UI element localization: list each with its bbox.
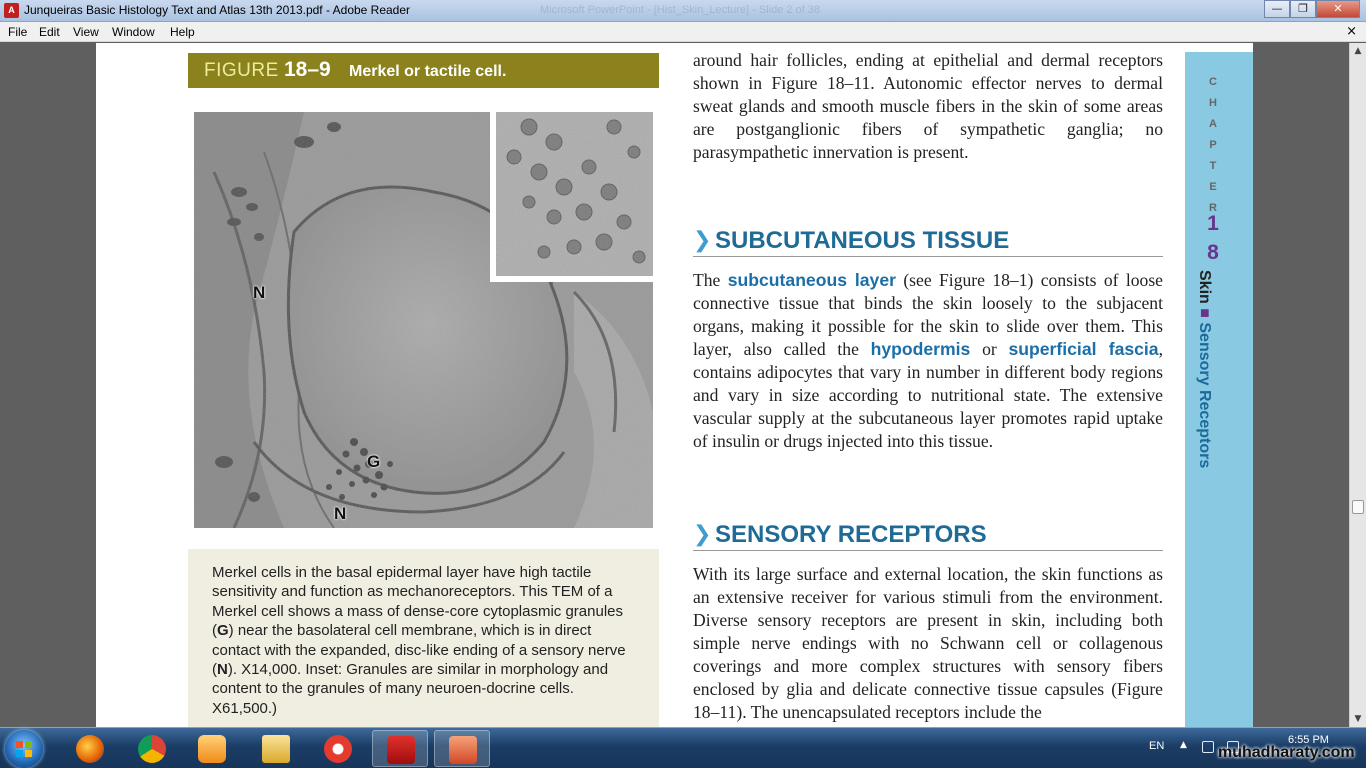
vertical-scrollbar[interactable] (1349, 43, 1366, 727)
taskbar-media-player[interactable] (184, 730, 240, 767)
language-indicator[interactable]: EN (1149, 740, 1165, 752)
section-title: SUBCUTANEOUS TISSUE (715, 227, 1010, 254)
pdf-page (96, 43, 1253, 727)
clock-time[interactable]: 6:55 PM (1288, 734, 1329, 746)
menu-file[interactable]: File (8, 25, 28, 39)
menu-help[interactable]: Help (170, 25, 195, 39)
close-document-button[interactable]: × (1346, 24, 1357, 39)
chapter-letter: C (1209, 76, 1217, 88)
taskbar-recorder[interactable] (310, 730, 366, 767)
start-button[interactable] (5, 730, 43, 768)
scroll-up-arrow-icon[interactable]: ▲ (1354, 46, 1362, 56)
term-subcutaneous-layer: subcutaneous layer (727, 270, 896, 290)
chapter-number-digit: 1 (1207, 212, 1219, 235)
section-heading-sensory (693, 521, 1163, 551)
taskbar-powerpoint[interactable] (434, 730, 490, 767)
section-heading-subcutaneous (693, 227, 1163, 257)
menu-bar (0, 22, 1366, 42)
figure-title: Merkel or tactile cell. (349, 63, 507, 80)
title-bar (0, 0, 1366, 22)
taskbar-explorer[interactable] (248, 730, 304, 767)
section-chevron-icon: ❯ (693, 522, 712, 547)
watermark-text: muhadharaty.com (1218, 744, 1355, 761)
menu-view[interactable]: View (73, 25, 99, 39)
figure-caption-box (188, 549, 659, 727)
chapter-letter: P (1209, 139, 1217, 151)
document-viewport[interactable] (0, 43, 1366, 727)
close-button[interactable]: ✕ (1316, 0, 1360, 18)
scroll-thumb[interactable] (1352, 500, 1364, 514)
chapter-letter: A (1209, 118, 1217, 130)
recorder-icon (324, 735, 352, 763)
network-icon[interactable] (1202, 741, 1214, 753)
powerpoint-icon (449, 736, 477, 764)
taskbar (0, 727, 1366, 768)
scroll-down-arrow-icon[interactable]: ▼ (1354, 714, 1362, 724)
figure-label: FIGURE (204, 60, 279, 81)
chrome-icon (138, 735, 166, 763)
taskbar-chrome[interactable] (124, 730, 180, 767)
folder-icon (262, 735, 290, 763)
chapter-tab (1185, 52, 1253, 727)
section-title: SENSORY RECEPTORS (715, 521, 987, 548)
chapter-title: Skin ■ Sensory Receptors (1196, 270, 1213, 469)
maximize-button[interactable]: ❐ (1290, 0, 1316, 18)
chapter-letter: R (1209, 202, 1217, 214)
micrograph-label-n-upper: N (253, 283, 266, 302)
taskbar-adobe-reader[interactable] (372, 730, 428, 767)
taskbar-firefox[interactable] (62, 730, 118, 767)
chapter-number-digit: 8 (1207, 241, 1219, 264)
media-player-icon (198, 735, 226, 763)
chapter-letter: E (1209, 181, 1217, 193)
term-superficial-fascia: superficial fascia (1008, 339, 1159, 359)
chapter-letter: H (1209, 97, 1217, 109)
body-paragraph-innervation: around hair follicles, ending at epithelial and dermal receptors shown in Figure 18–11. Autonomic effector nerves to dermal sweat glands and smooth muscle fibers in the skin of some areas are postganglionic fibers of sympathetic ganglia; no parasympathetic innervation is present. (693, 50, 1163, 162)
tem-micrograph (194, 112, 653, 528)
minimize-button[interactable]: — (1264, 0, 1290, 18)
micrograph-image (194, 112, 653, 528)
figure-number: 18–9 (284, 58, 331, 81)
firefox-icon (76, 735, 104, 763)
chapter-separator-icon: ■ (1196, 308, 1213, 318)
body-paragraph-subcutaneous: The subcutaneous layer (see Figure 18–1) consists of loose connective tissue that binds the skin loosely to the subjacent organs, making it possible for the skin to slide over them. This layer, also called the hypodermis or superficial fascia, contains adipocytes that vary in number in different body regions and vary in size according to nutritional state. The extensive vascular supply at the subcutaneous layer promotes rapid uptake of insulin or drugs injected into this tissue. (693, 270, 1164, 451)
windows-logo-icon (15, 740, 33, 758)
figure-header (188, 53, 659, 88)
section-chevron-icon: ❯ (693, 228, 712, 253)
show-hidden-icons-icon[interactable]: ▲ (1180, 740, 1187, 750)
adobe-reader-icon: A (4, 3, 19, 18)
window-title: Junqueiras Basic Histology Text and Atlas 13th 2013.pdf - Adobe Reader (24, 3, 411, 17)
figure-caption: Merkel cells in the basal epidermal layer have high tactile sensitivity and function as mechanoreceptors. This TEM of a Merkel cell shows a mass of dense-core cytoplasmic granules (G) near the basolateral cell membrane, which is in direct contact with the expanded, disc-like ending of a sensory nerve (N). X14,000. Inset: Granules are similar in morphology and content to the granules of many neuroen-docrine cells. X61,500.) (212, 564, 626, 717)
term-hypodermis: hypodermis (870, 339, 971, 359)
chapter-letter: T (1209, 160, 1217, 172)
adobe-reader-icon (387, 736, 415, 764)
background-window-title: Microsoft PowerPoint - [Hist_Skin_Lecture] - Slide 2 of 38 (540, 4, 821, 16)
menu-window[interactable]: Window (112, 25, 155, 39)
micrograph-label-n-lower: N (334, 504, 347, 523)
menu-edit[interactable]: Edit (39, 25, 60, 39)
micrograph-label-g: G (367, 452, 381, 471)
window-controls (1264, 0, 1360, 18)
body-paragraph-sensory: With its large surface and external location, the skin functions as an extensive receiver for various stimuli from the environment. Diverse sensory receptors are present in skin, including both simple nerve endings with no Schwann cell or collagenous coverings and more complex structures with sensory fibers enclosed by glia and delicate connective tissue capsules (Figure 18–11). The unencapsulated receptors include the (693, 564, 1163, 722)
